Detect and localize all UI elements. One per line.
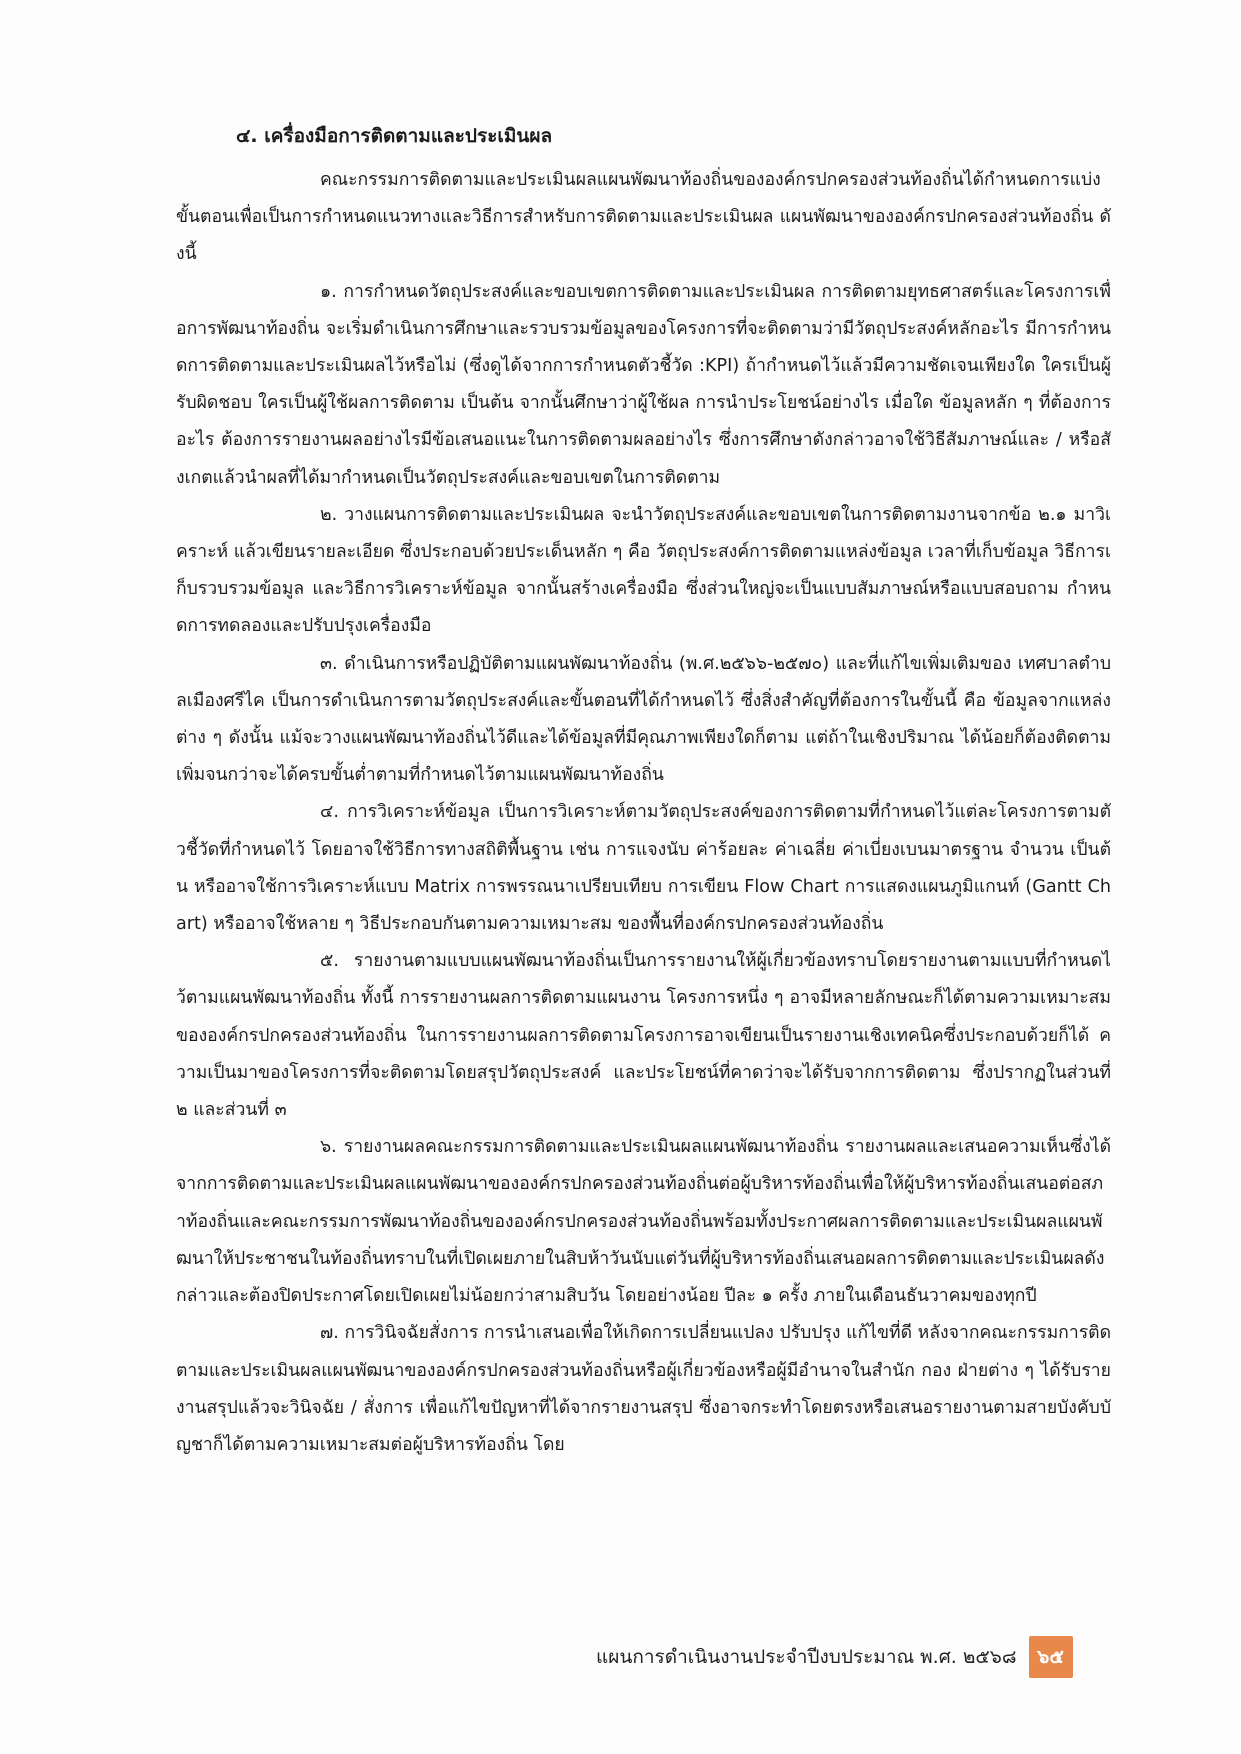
page-number-badge: ๖๕ (1029, 1636, 1073, 1678)
paragraph-item-4: ๔. การวิเคราะห์ข้อมูล เป็นการวิเคราะห์ตามวัตถุประสงค์ของการติดตามที่กำหนดไว้แต่ละโครงการตามตัวชี้วัดที่กำหนดไว้ โดยอาจใช้วิธีการทางสถิติพื้นฐาน เช่น การแจงนับ ค่าร้อยละ ค่าเฉลี่ย ค่าเบี่ยงเบนมาตรฐาน จำนวน เป็นต้น หรืออาจใช้การวิเคราะห์แบบ Matrix การพรรณนาเปรียบเทียบ การเขียน Flow Chart การแสดงแผนภูมิแกนท์ (Gantt Chart) หรืออาจใช้หลาย ๆ วิธีประกอบกันตามความเหมาะสม ของพื้นที่องค์กรปกครองส่วนท้องถิ่น (176, 802, 1111, 935)
section-heading: ๔. เครื่องมือการติดตามและประเมินผล (236, 125, 553, 147)
paragraph-item-6: ๖. รายงานผลคณะกรรมการติดตามและประเมินผลแผนพัฒนาท้องถิ่น รายงานผลและเสนอความเห็นซึ่งได้จากการติดตามและประเมินผลแผนพัฒนาขององค์กรปกครองส่วนท้องถิ่นต่อผู้บริหารท้องถิ่นเพื่อให้ผู้บริหารท้องถิ่นเสนอต่อสภาท้องถิ่นและคณะกรรมการพัฒนาท้องถิ่นขององค์กรปกครองส่วนท้องถิ่นพร้อมทั้งประกาศผลการติดตามและประเมินผลแผนพัฒนาให้ประชาชนในท้องถิ่นทราบในที่เปิดเผยภายในสิบห้าวันนับแต่วันที่ผู้บริหารท้องถิ่นเสนอผลการติดตามและประเมินผลดังกล่าวและต้องปิดประกาศโดยเปิดเผยไม่น้อยกว่าสามสิบวัน โดยอย่างน้อย ปีละ ๑ ครั้ง ภายในเดือนธันวาคมของทุกปี (176, 1137, 1111, 1307)
document-body (176, 118, 1111, 1464)
paragraph-item-3: ๓. ดำเนินการหรือปฏิบัติตามแผนพัฒนาท้องถิ่น (พ.ศ.๒๕๖๖-๒๕๗๐) และที่แก้ไขเพิ่มเติมของ เทศบาลตำบลเมืองศรีไค เป็นการดำเนินการตามวัตถุประสงค์และขั้นตอนที่ได้กำหนดไว้ ซึ่งสิ่งสำคัญที่ต้องการในขั้นนี้ คือ ข้อมูลจากแหล่งต่าง ๆ ดังนั้น แม้จะวางแผนพัฒนาท้องถิ่นไว้ดีและได้ข้อมูลที่มีคุณภาพเพียงใดก็ตาม แต่ถ้าในเชิงปริมาณ ได้น้อยก็ต้องติดตามเพิ่มจนกว่าจะได้ครบขั้นต่ำตามที่กำหนดไว้ตามแผนพัฒนาท้องถิ่น (176, 653, 1111, 786)
paragraph-item-2: ๒. วางแผนการติดตามและประเมินผล จะนำวัตถุประสงค์และขอบเขตในการติดตามงานจากข้อ ๒.๑ มาวิเคราะห์ แล้วเขียนรายละเอียด ซึ่งประกอบด้วยประเด็นหลัก ๆ คือ วัตถุประสงค์การติดตามแหล่งข้อมูล เวลาที่เก็บข้อมูล วิธีการเก็บรวบรวมข้อมูล และวิธีการวิเคราะห์ข้อมูล จากนั้นสร้างเครื่องมือ ซึ่งส่วนใหญ่จะเป็นแบบสัมภาษณ์หรือแบบสอบถาม กำหนดการทดลองและปรับปรุงเครื่องมือ (176, 504, 1111, 637)
page-footer (596, 1636, 1073, 1678)
paragraph-intro: คณะกรรมการติดตามและประเมินผลแผนพัฒนาท้องถิ่นขององค์กรปกครองส่วนท้องถิ่นได้กำหนดการแบ่งขั้นตอนเพื่อเป็นการกำหนดแนวทางและวิธีการสำหรับการติดตามและประเมินผล แผนพัฒนาขององค์กรปกครองส่วนท้องถิ่น ดังนี้ (176, 170, 1111, 265)
footer-title: แผนการดำเนินงานประจำปีงบประมาณ พ.ศ. ๒๕๖๘ (596, 1646, 1017, 1668)
paragraph-item-1: ๑. การกำหนดวัตถุประสงค์และขอบเขตการติดตามและประเมินผล การติดตามยุทธศาสตร์และโครงการเพื่อการพัฒนาท้องถิ่น จะเริ่มดำเนินการศึกษาและรวบรวมข้อมูลของโครงการที่จะติดตามว่ามีวัตถุประสงค์หลักอะไร มีการกำหนดการติดตามและประเมินผลไว้หรือไม่ (ซึ่งดูได้จากการกำหนดตัวชี้วัด :KPI) ถ้ากำหนดไว้แล้วมีความชัดเจนเพียงใด ใครเป็นผู้รับผิดชอบ ใครเป็นผู้ใช้ผลการติดตาม เป็นต้น จากนั้นศึกษาว่าผู้ใช้ผล การนำประโยชน์อย่างไร เมื่อใด ข้อมูลหลัก ๆ ที่ต้องการอะไร ต้องการรายงานผลอย่างไรมีข้อเสนอแนะในการติดตามผลอย่างไร ซึ่งการศึกษาดังกล่าวอาจใช้วิธีสัมภาษณ์และ / หรือสังเกตแล้วนำผลที่ได้มากำหนดเป็นวัตถุประสงค์และขอบเขตในการติดตาม (176, 281, 1111, 488)
paragraph-item-7: ๗. การวินิจฉัยสั่งการ การนำเสนอเพื่อให้เกิดการเปลี่ยนแปลง ปรับปรุง แก้ไขที่ดี หลังจากคณะกรรมการติดตามและประเมินผลแผนพัฒนาขององค์กรปกครองส่วนท้องถิ่นหรือผู้เกี่ยวข้องหรือผู้มีอำนาจในสำนัก กอง ฝ่ายต่าง ๆ ได้รับรายงานสรุปแล้วจะวินิจฉัย / สั่งการ เพื่อแก้ไขปัญหาที่ได้จากรายงานสรุป ซึ่งอาจกระทำโดยตรงหรือเสนอรายงานตามสายบังคับบัญชาก็ได้ตามความเหมาะสมต่อผู้บริหารท้องถิ่น โดย (176, 1323, 1111, 1455)
paragraph-item-5: ๕. รายงานตามแบบแผนพัฒนาท้องถิ่นเป็นการรายงานให้ผู้เกี่ยวข้องทราบโดยรายงานตามแบบที่กำหนดไว้ตามแผนพัฒนาท้องถิ่น ทั้งนี้ การรายงานผลการติดตามแผนงาน โครงการหนึ่ง ๆ อาจมีหลายลักษณะก็ได้ตามความเหมาะสมขององค์กรปกครองส่วนท้องถิ่น ในการรายงานผลการติดตามโครงการอาจเขียนเป็นรายงานเชิงเทคนิคซึ่งประกอบด้วยก็ได้ ความเป็นมาของโครงการที่จะติดตามโดยสรุปวัตถุประสงค์ และประโยชน์ที่คาดว่าจะได้รับจากการติดตาม ซึ่งปรากฏในส่วนที่ ๒ และส่วนที่ ๓ (176, 951, 1111, 1121)
